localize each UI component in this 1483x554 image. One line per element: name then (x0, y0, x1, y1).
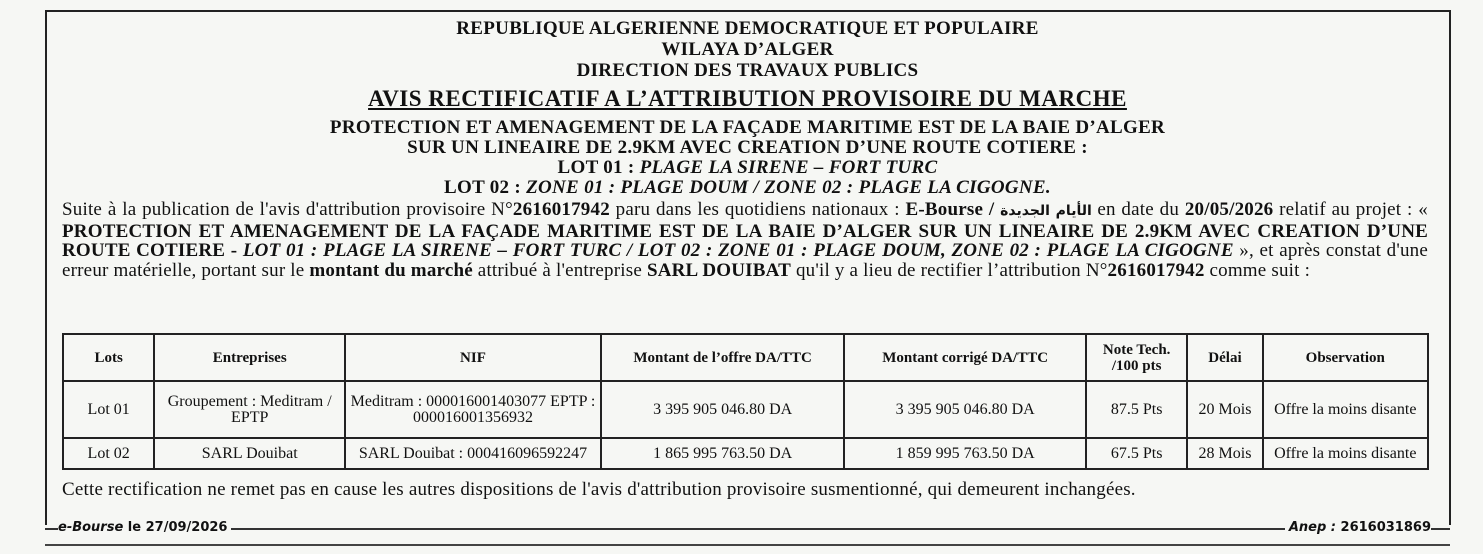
project-name: PROTECTION ET AMENAGEMENT DE LA FAÇADE MARITIME EST DE LA BAIE D’ALGER SUR UN LINEAIRE DE 2.9KM AVEC CREATION D’UNE ROUTE COTIERE - (62, 220, 1428, 261)
col-header-montant-corrige: Montant corrigé DA/TTC (844, 334, 1086, 381)
newspaper-1: E-Bourse / (905, 199, 1001, 220)
col-header-note: Note Tech. /100 pts (1086, 334, 1187, 381)
notice-body (62, 200, 1428, 280)
col-header-observation: Observation (1263, 334, 1428, 381)
anep-reference (1285, 520, 1431, 535)
col-header-entreprises: Entreprises (154, 334, 345, 381)
frame-left-border (45, 10, 47, 525)
footer-rule (45, 528, 1450, 530)
cell-note: 87.5 Pts (1086, 381, 1187, 438)
source-credit (58, 520, 231, 535)
next-notice-border (45, 544, 1450, 546)
newspaper-2: الأيام الجديدة (1000, 203, 1092, 219)
notice-subject (60, 118, 1435, 198)
subject-line-1: PROTECTION ET AMENAGEMENT DE LA FAÇADE MARITIME EST DE LA BAIE D’ALGER (329, 117, 1166, 138)
frame-top-border (45, 10, 1450, 12)
avis-number-2: 2616017942 (1107, 259, 1205, 281)
cell-delai: 28 Mois (1187, 438, 1262, 469)
cell-lot: Lot 02 (63, 438, 154, 469)
company-name: SARL DOUIBAT (646, 259, 791, 281)
body-text-3: en date du (1091, 199, 1185, 220)
subject-lot-2 (60, 178, 1435, 198)
issuer-header (60, 18, 1435, 81)
body-text-2: paru dans les quotidiens nationaux : (609, 199, 906, 220)
col-header-delai: Délai (1187, 334, 1262, 381)
source-name: e-Bourse (58, 520, 124, 535)
col-header-montant-offre: Montant de l’offre DA/TTC (601, 334, 845, 381)
award-table (62, 333, 1429, 470)
col-header-nif: NIF (345, 334, 601, 381)
body-text-4: relatif au projet : « (1273, 199, 1428, 220)
table-row (63, 381, 1428, 438)
anep-label: Anep : (1288, 520, 1341, 535)
cell-note: 67.5 Pts (1086, 438, 1187, 469)
cell-nif: SARL Douibat : 000416096592247 (345, 438, 601, 469)
body-text-5: », et après constat d'une erreur matérielle, portant sur le (62, 240, 1428, 281)
table-header-row (63, 334, 1428, 381)
cell-entreprise: Groupement : Meditram / EPTP (154, 381, 345, 438)
body-text-7: qu'il y a lieu de rectifier l’attribution N° (791, 259, 1108, 281)
issuer-line-1: REPUBLIQUE ALGERIENNE DEMOCRATIQUE ET POPULAIRE (456, 18, 1039, 39)
cell-montant-corrige: 1 859 995 763.50 DA (844, 438, 1086, 469)
notice-title: AVIS RECTIFICATIF A L’ATTRIBUTION PROVISOIRE DU MARCHE (368, 86, 1127, 111)
cell-observation: Offre la moins disante (1263, 438, 1428, 469)
cell-entreprise: SARL Douibat (154, 438, 345, 469)
col-header-lots: Lots (63, 334, 154, 381)
table-row (63, 438, 1428, 469)
cell-montant-offre: 3 395 905 046.80 DA (601, 381, 845, 438)
lot1-label: LOT 01 : (557, 157, 640, 178)
publication-date: 20/05/2026 (1184, 199, 1274, 220)
lot2-label: LOT 02 : (444, 177, 527, 198)
amount-label: montant du marché (309, 259, 473, 281)
project-lots: LOT 01 : PLAGE LA SIRENE – FORT TURC / LOT 02 : ZONE 01 : PLAGE DOUM, ZONE 02 : PLAGE LA CIGOGNE (242, 240, 1234, 261)
closing-statement: Cette rectification ne remet pas en cause les autres dispositions de l'avis d'attribution provisoire susmentionné, qui demeurent inchangées. (62, 479, 1136, 500)
cell-nif: Meditram : 000016001403077 EPTP : 000016001356932 (345, 381, 601, 438)
issuer-line-2: WILAYA D’ALGER (661, 39, 834, 60)
frame-right-border (1449, 10, 1451, 525)
body-text-1: Suite à la publication de l'avis d'attribution provisoire N° (62, 199, 513, 220)
issuer-line-3: DIRECTION DES TRAVAUX PUBLICS (576, 60, 919, 81)
subject-line-2: SUR UN LINEAIRE DE 2.9KM AVEC CREATION D’UNE ROUTE COTIERE : (407, 137, 1088, 158)
cell-observation: Offre la moins disante (1263, 381, 1428, 438)
cell-delai: 20 Mois (1187, 381, 1262, 438)
avis-number: 2616017942 (512, 199, 610, 220)
subject-lot-1 (60, 158, 1435, 178)
lot2-value: ZONE 01 : PLAGE DOUM / ZONE 02 : PLAGE LA CIGOGNE. (526, 177, 1051, 198)
body-text-6: attribué à l'entreprise (472, 259, 647, 281)
cell-lot: Lot 01 (63, 381, 154, 438)
cell-montant-offre: 1 865 995 763.50 DA (601, 438, 845, 469)
lot1-value: PLAGE LA SIRENE – FORT TURC (639, 157, 938, 178)
anep-number: 2616031869 (1340, 520, 1431, 535)
cell-montant-corrige: 3 395 905 046.80 DA (844, 381, 1086, 438)
body-text-8: comme suit : (1204, 259, 1311, 281)
source-date: le 27/09/2026 (123, 520, 228, 535)
